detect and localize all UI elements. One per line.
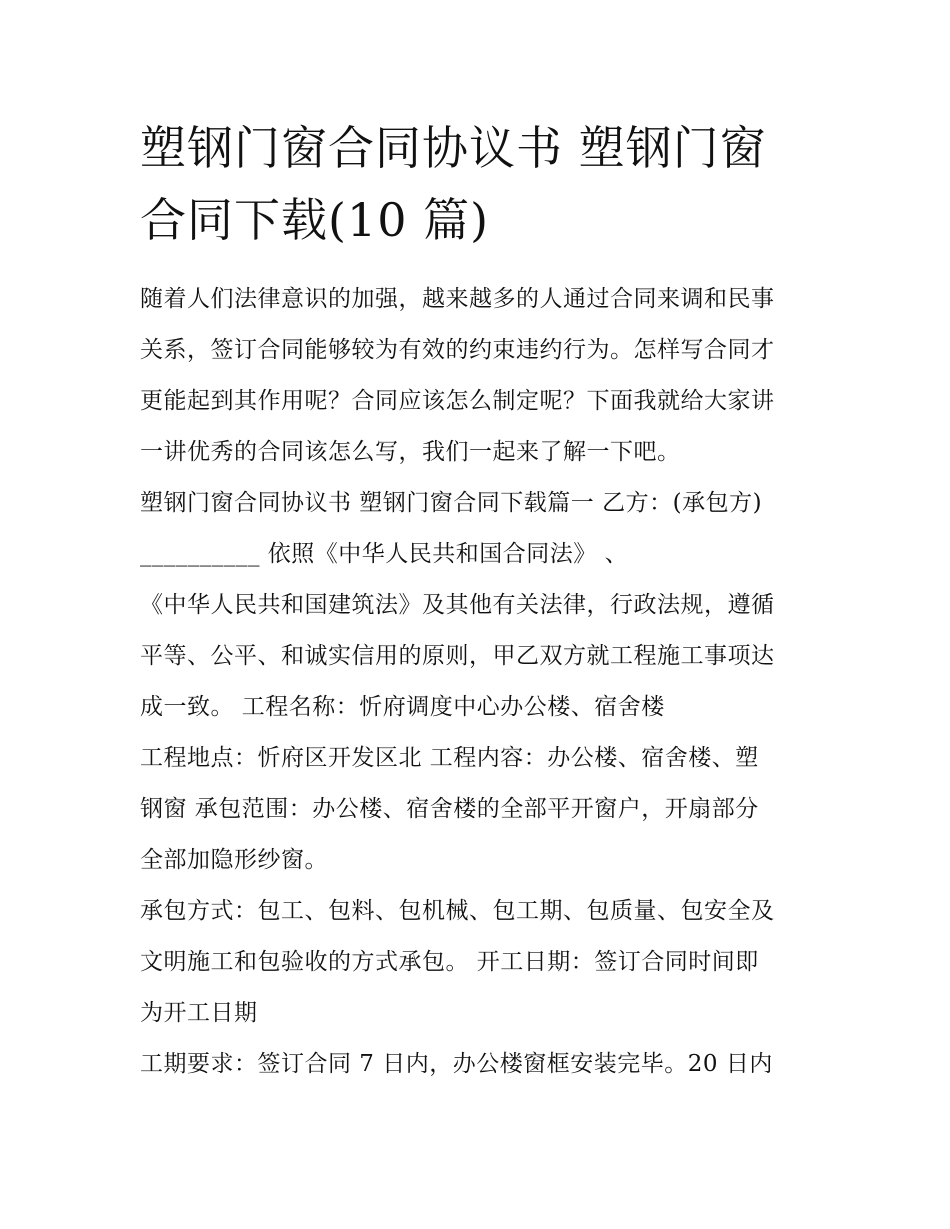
- text-line: 钢窗 承包范围：办公楼、宿舍楼的全部平开窗户，开扇部分: [140, 796, 759, 822]
- text-line: 为开工日期: [140, 1000, 258, 1026]
- text-line: 一讲优秀的合同该怎么写，我们一起来了解一下吧。: [140, 439, 681, 465]
- title-line: 合同下载(10 篇): [140, 193, 490, 247]
- schedule-paragraph: [140, 1039, 820, 1090]
- contract-heading-paragraph: [140, 478, 820, 580]
- text-line: 全部加隐形纱窗。: [140, 847, 328, 873]
- document-page: [140, 112, 820, 1090]
- text-line: 随着人们法律意识的加强，越来越多的人通过合同来调和民事: [140, 286, 775, 312]
- text-line: 塑钢门窗合同协议书 塑钢门窗合同下载篇一 乙方：(承包方): [140, 490, 763, 516]
- document-title: [140, 112, 820, 256]
- intro-paragraph: [140, 274, 820, 478]
- project-location-paragraph: [140, 733, 820, 886]
- legal-basis-paragraph: [140, 580, 820, 733]
- text-line: __________ 依照《中华人民共和国合同法》 、: [140, 541, 629, 567]
- text-line: 成一致。 工程名称：忻府调度中心办公楼、宿舍楼: [140, 694, 665, 720]
- text-line: 平等、公平、和诚实信用的原则，甲乙双方就工程施工事项达: [140, 643, 775, 669]
- text-line: 更能起到其作用呢？合同应该怎么制定呢？下面我就给大家讲: [140, 388, 775, 414]
- text-line: 工程地点：忻府区开发区北 工程内容：办公楼、宿舍楼、塑: [140, 745, 759, 771]
- text-line: 文明施工和包验收的方式承包。 开工日期：签订合同时间即: [140, 949, 759, 975]
- text-line: 关系，签订合同能够较为有效的约束违约行为。怎样写合同才: [140, 337, 775, 363]
- title-line: 塑钢门窗合同协议书 塑钢门窗: [140, 121, 767, 175]
- text-line: 《中华人民共和国建筑法》及其他有关法律，行政法规，遵循: [140, 592, 775, 618]
- text-line: 工期要求：签订合同 7 日内，办公楼窗框安装完毕。20 日内: [140, 1051, 773, 1077]
- contract-method-paragraph: [140, 886, 820, 1039]
- text-line: 承包方式：包工、包料、包机械、包工期、包质量、包安全及: [140, 898, 775, 924]
